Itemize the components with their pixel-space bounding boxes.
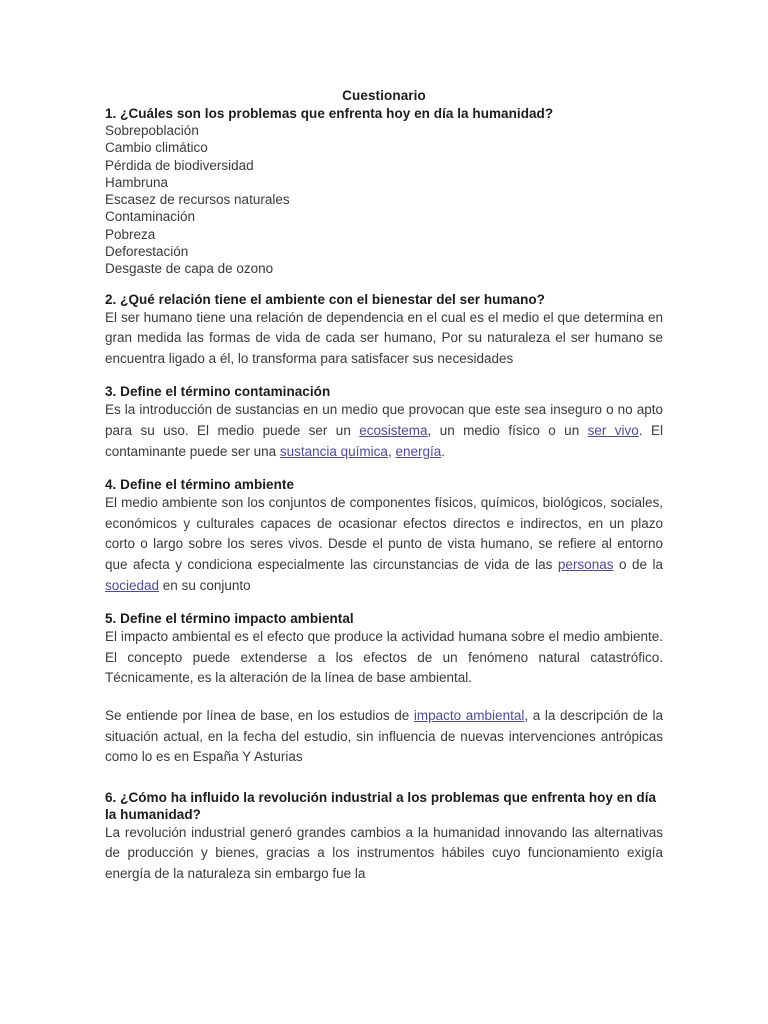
answer-text-segment: , un medio físico o un [427,423,588,439]
question-answer-5-paragraph-2 [105,706,663,768]
link-energia[interactable]: energía [395,443,442,459]
link-sociedad[interactable]: sociedad [105,577,160,593]
answer-text-segment: en su conjunto [159,577,251,593]
question-answer-5-paragraph-1: El impacto ambiental es el efecto que produce la actividad humana sobre el medio ambiente. El concepto puede extenderse a los efectos de un fenómeno natural catastrófico. Técnicamente, es la alteración de la línea de base ambiental. [105,629,663,686]
list-item: Escasez de recursos naturales [105,192,290,208]
list-item: Pobreza [105,226,156,242]
list-item: Hambruna [105,174,169,190]
link-sustancia-quimica[interactable]: sustancia química [279,443,388,459]
list-item: Sobrepoblación [105,123,199,138]
answer-text-segment: , [387,443,396,459]
list-item: Contaminación [105,209,196,225]
question-answer-6: La revolución industrial generó grandes cambios a la humanidad innovando las alternativas de producción y bienes, gracias a los instrumentos hábiles cuyo funcionamiento exigía energía de la naturaleza sin embargo fue la [105,824,663,881]
answer-text-segment: Es la introducción de sustancias en un medio que provocan que este sea inseguro o no apto para su uso. El medio puede ser un [105,402,663,439]
question-heading-4: 4. Define el término ambiente [105,477,294,493]
question-block-2 [105,291,663,370]
question-heading-1: 1. ¿Cuáles son los problemas que enfrenta hoy en día la humanidad? [105,106,554,121]
question-heading-6: 6. ¿Cómo ha influido la revolución industrial a los problemas que enfrenta hoy en día la humanidad? [105,789,657,822]
link-impacto-ambiental[interactable]: impacto ambiental [413,707,525,723]
answer-text-segment: Se entiende por línea de base, en los estudios de [105,707,414,723]
question-block-6 [105,789,663,885]
question-answer-4 [105,493,663,596]
answer-text-segment: El medio ambiente son los conjuntos de componentes físicos, químicos, biológicos, sociales, económicos y culturales capaces de ocasionar efectos directos e indirectos, en un plazo corto o largo sobre los seres vivos. Desde el punto de vista humano, se refiere al entorno que afecta y condiciona especialmente las circunstancias de vida de las [105,495,663,573]
question-block-5 [105,610,663,768]
answer-text-segment: . El contaminante puede ser una [105,423,663,459]
question-answer-3 [105,400,663,462]
answer-text-segment: o de la [613,557,663,573]
question-heading-2: 2. ¿Qué relación tiene el ambiente con el bienestar del ser humano? [105,291,545,307]
document-body [105,88,663,885]
link-personas[interactable]: personas [557,557,614,573]
question-heading-5: 5. Define el término impacto ambiental [105,611,354,627]
answer-text-segment: . [441,443,446,459]
list-item: Pérdida de biodiversidad [105,157,254,173]
list-item: Cambio climático [105,140,208,156]
link-ecosistema[interactable]: ecosistema [359,423,428,439]
question-block-4 [105,476,663,596]
question-block-1 [105,105,663,278]
question-heading-3: 3. Define el término contaminación [105,384,331,400]
answer-text-segment: , a la descripción de la situación actual, en la fecha del estudio, sin influencia de nuevas intervenciones antrópicas como lo es en España Y Asturias [105,707,664,765]
list-item: Deforestación [105,244,189,260]
question-answer-2: El ser humano tiene una relación de dependencia en el cual es el medio el que determina en gran medida las formas de vida de cada ser humano, Por su naturaleza el ser humano se encuentra ligado a él, lo transforma para satisfacer sus necesidades [105,309,663,366]
link-ser-vivo[interactable]: ser vivo [587,423,639,439]
section-spacer [105,782,663,789]
list-item: Desgaste de capa de ozono [105,261,274,277]
document-title: Cuestionario [342,88,426,103]
question-block-3 [105,383,663,462]
